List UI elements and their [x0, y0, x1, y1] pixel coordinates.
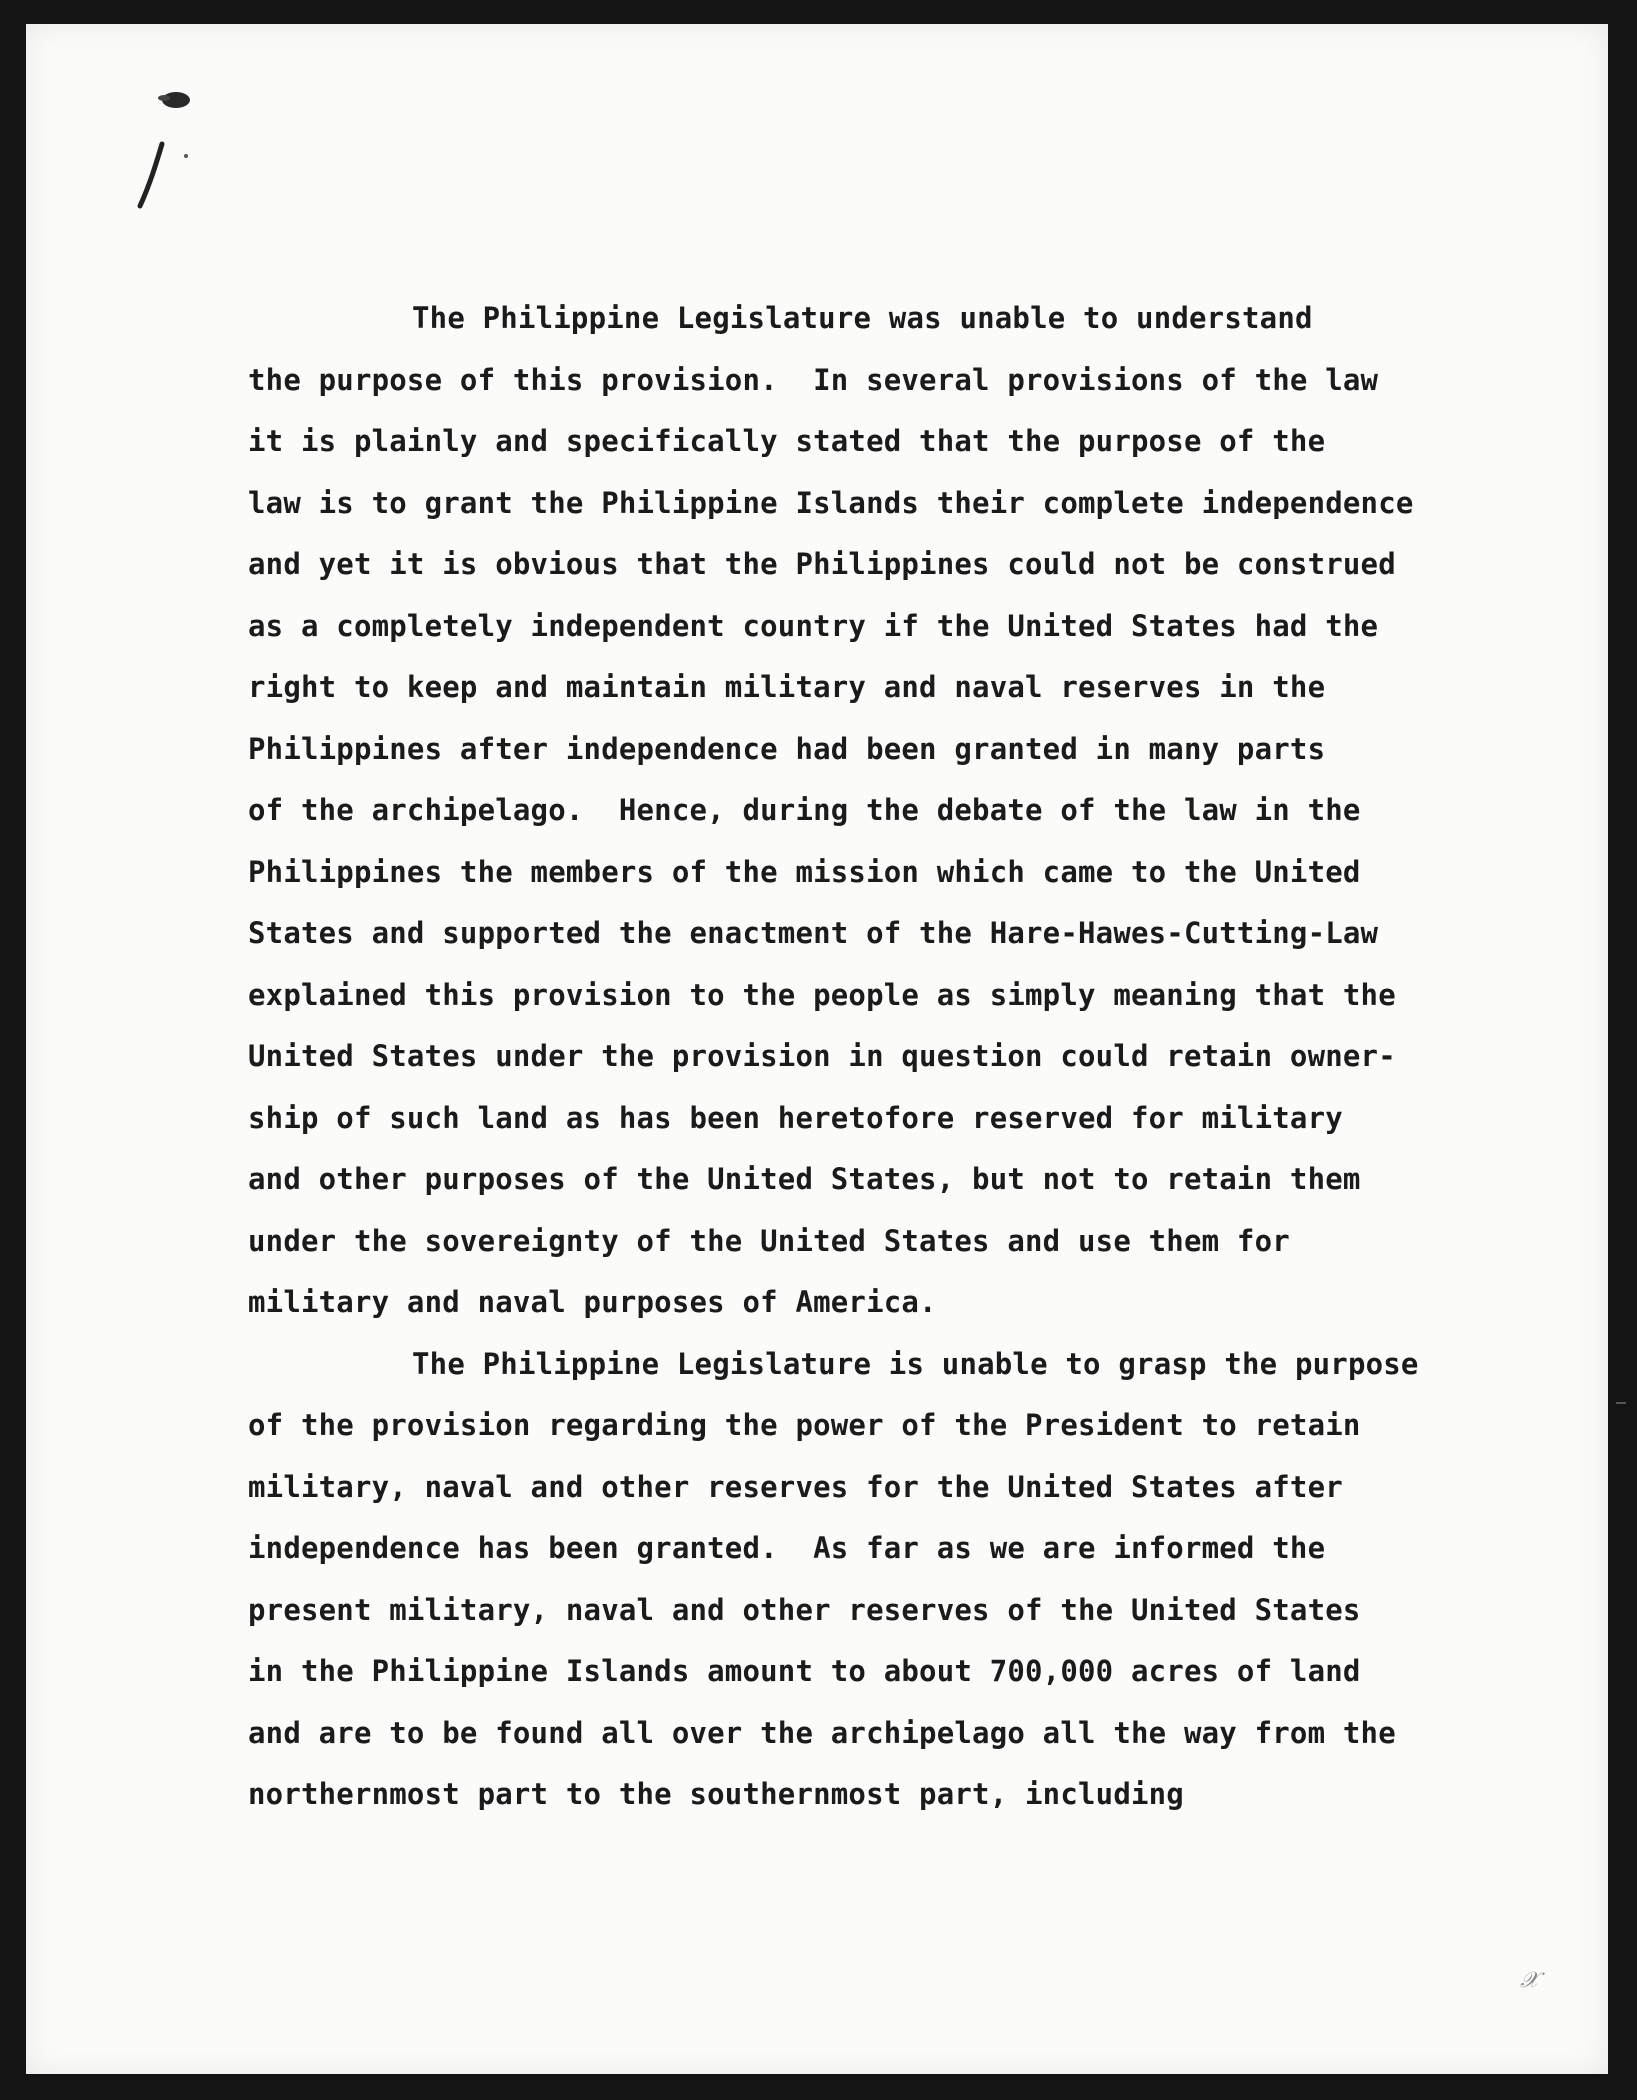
text-line: explained this provision to the people as simply meaning that the — [248, 977, 1396, 1012]
ink-smudge-mark — [126, 64, 206, 214]
text-line: military and naval purposes of America. — [248, 1285, 937, 1319]
text-line: and other purposes of the United States, but not to retain them — [248, 1162, 1361, 1196]
text-line: present military, naval and other reserves of the United States — [248, 1592, 1361, 1627]
text-line: military, naval and other reserves for the United States after — [248, 1469, 1343, 1504]
corner-pencil-mark: 𝒳 — [1520, 1968, 1539, 1993]
margin-tick-mark — [1616, 1402, 1626, 1404]
text-line: independence has been granted. As far as we are informed the — [248, 1531, 1326, 1565]
text-line: law is to grant the Philippine Islands their complete independence — [248, 485, 1414, 520]
text-line: Philippines after independence had been granted in many parts — [248, 731, 1326, 766]
text-line: of the provision regarding the power of the President to retain — [248, 1408, 1361, 1442]
text-line: right to keep and maintain military and naval reserves in the — [248, 670, 1326, 704]
text-line: Philippines the members of the mission which came to the United — [248, 854, 1361, 889]
text-line: it is plainly and specifically stated that the purpose of the — [248, 424, 1326, 458]
text-line: under the sovereignty of the United States and use them for — [248, 1223, 1290, 1258]
text-line: The Philippine Legislature is unable to grasp the purpose — [412, 1346, 1419, 1381]
text-line: of the archipelago. Hence, during the debate of the law in the — [248, 793, 1361, 827]
text-line: in the Philippine Islands amount to about 700,000 acres of land — [248, 1654, 1361, 1688]
text-line: the purpose of this provision. In several provisions of the law — [248, 362, 1379, 397]
text-line: northernmost part to the southernmost part, including — [248, 1777, 1184, 1811]
text-line: The Philippine Legislature was unable to understand — [412, 301, 1313, 335]
text-line: ship of such land as has been heretofore reserved for military — [248, 1100, 1343, 1135]
text-line: as a completely independent country if the United States had the — [248, 608, 1379, 643]
text-line: United States under the provision in question could retain owner- — [248, 1039, 1396, 1073]
document-body — [248, 288, 1498, 1826]
text-line: and yet it is obvious that the Philippines could not be construed — [248, 547, 1396, 581]
text-line: and are to be found all over the archipelago all the way from the — [248, 1715, 1396, 1750]
text-line: States and supported the enactment of the Hare-Hawes-Cutting-Law — [248, 916, 1379, 950]
